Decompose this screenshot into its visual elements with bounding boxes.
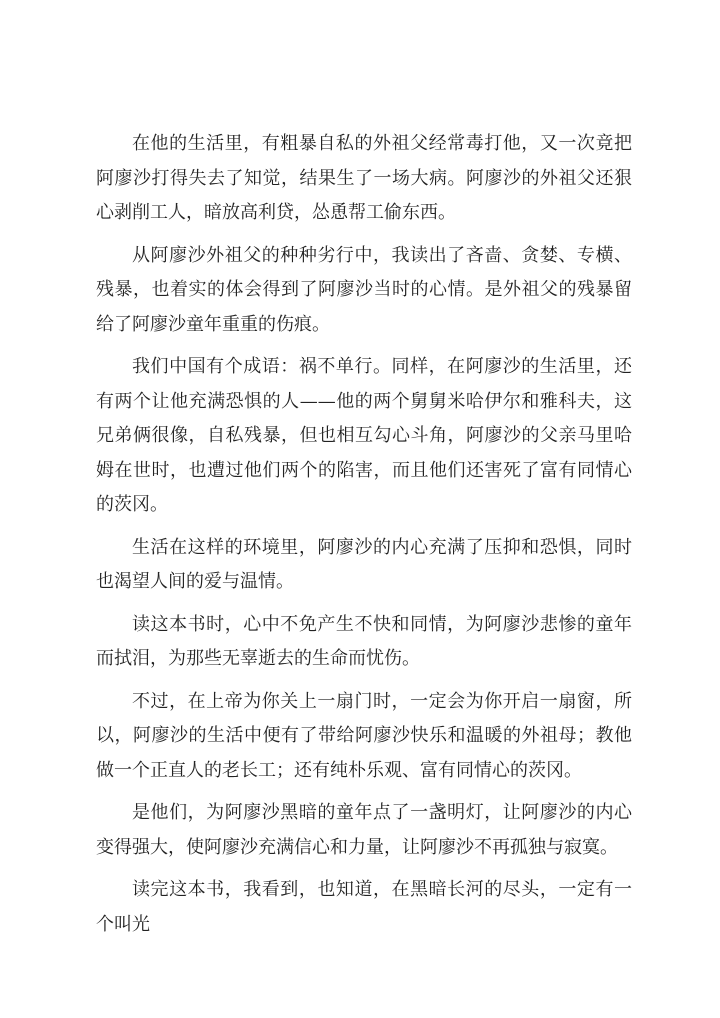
paragraph-7: 是他们，为阿廖沙黑暗的童年点了一盏明灯，让阿廖沙的内心变得强大，使阿廖沙充满信心和力量，让阿廖沙不再孤独与寂寞。 <box>96 802 632 858</box>
paragraph-2: 从阿廖沙外祖父的种种劣行中，我读出了吝啬、贪婪、专横、残暴，也着实的体会得到了阿廖沙当时的心情。是外祖父的残暴留给了阿廖沙童年重重的伤痕。 <box>96 244 632 335</box>
paragraph-5: 读这本书时，心中不免产生不快和同情，为阿廖沙悲惨的童年而拭泪，为那些无辜逝去的生命而忧伤。 <box>96 613 632 669</box>
paragraph-8: 读完这本书，我看到，也知道，在黑暗长河的尽头，一定有一个叫光 <box>96 879 632 935</box>
paragraph-4: 生活在这样的环境里，阿廖沙的内心充满了压抑和恐惧，同时也渴望人间的爱与温情。 <box>96 536 632 592</box>
paragraph-1: 在他的生活里，有粗暴自私的外祖父经常毒打他，又一次竟把阿廖沙打得失去了知觉，结果生了一场大病。阿廖沙的外祖父还狠心剥削工人，暗放高利贷，怂恿帮工偷东西。 <box>96 133 632 223</box>
paragraph-3: 我们中国有个成语：祸不单行。同样，在阿廖沙的生活里，还有两个让他充满恐惧的人——他的两个舅舅米哈伊尔和雅科夫，这兄弟俩很像，自私残暴，但也相互勾心斗角，阿廖沙的父亲马里哈姆在世时，也遭过他们两个的陷害，而且他们还害死了富有同情心的茨冈。 <box>96 356 632 515</box>
document-body <box>96 127 632 950</box>
paragraph-6: 不过，在上帝为你关上一扇门时，一定会为你开启一扇窗，所以，阿廖沙的生活中便有了带给阿廖沙快乐和温暖的外祖母；教他做一个正直人的老长工；还有纯朴乐观、富有同情心的茨冈。 <box>96 690 632 781</box>
